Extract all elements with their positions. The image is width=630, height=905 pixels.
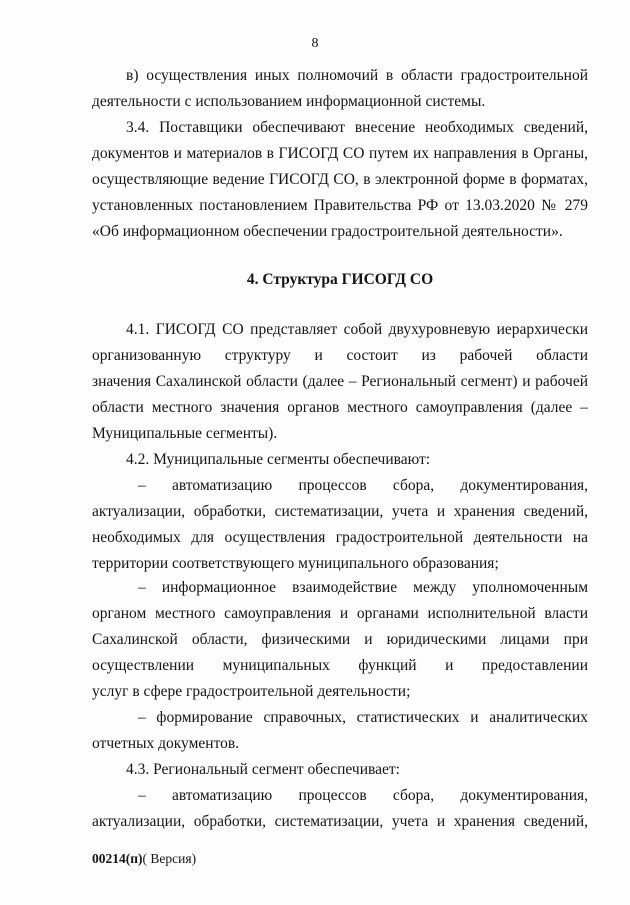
text-line: «Об информационном обеспечении градостроительной деятельности». [92,223,563,240]
text-line: в) осуществления иных полномочий в области градостроительной [126,67,588,84]
text-line: актуализации, обработки, систематизации, учета и хранения сведений, [92,503,588,520]
text-line: отчетных документов. [92,735,240,752]
text-line: 4.2. Муниципальные сегменты обеспечивают: [126,451,431,468]
text-line: – автоматизацию процессов сбора, документирования, [138,787,588,804]
section-heading: 4. Структура ГИСОГД СО [246,271,434,288]
text-line: 3.4. Поставщики обеспечивают внесение необходимых сведений, [126,119,588,136]
text-line: территории соответствующего муниципального образования; [92,555,499,572]
text-line: осуществляющие ведение ГИСОГД СО, в электронной форме в форматах, [92,171,588,188]
text-line: установленных постановлением Правительства РФ от 13.03.2020 № 279 [92,197,588,214]
text-line: 4.1. ГИСОГД СО представляет собой двухуровневую иерархически [126,321,588,338]
text-line: необходимых для осуществления градостроительной деятельности на [92,529,588,546]
document-version: ( Версия) [142,851,197,866]
text-line: органом местного самоуправления и органами исполнительной власти [92,605,588,622]
text-line: актуализации, обработки, систематизации, учета и хранения сведений, [92,813,588,830]
page-number: 8 [311,36,319,51]
text-line: осуществлении муниципальных функций и предоставлении [92,657,588,674]
text-line: – автоматизацию процессов сбора, документирования, [138,477,588,494]
text-line: Сахалинской области, физическими и юридическими лицами при [92,631,588,648]
text-line: услуг в сфере градостроительной деятельности; [92,683,411,700]
document-code: 00214(п) [92,851,143,866]
document-footer [92,851,196,867]
text-line: документов и материалов в ГИСОГД СО путем их направления в Органы, [92,145,588,162]
text-line: – информационное взаимодействие между уполномоченным [138,579,588,596]
text-line: деятельности с использованием информационной системы. [92,93,486,110]
text-line: Муниципальные сегменты). [92,425,278,442]
text-line: – формирование справочных, статистических и аналитических [138,709,588,726]
text-line: организованную структуру и состоит из рабочей области [92,347,588,364]
text-line: значения Сахалинской области (далее – Региональный сегмент) и рабочей [92,373,588,390]
text-line: области местного значения органов местного самоуправления (далее – [92,399,588,416]
text-line: 4.3. Региональный сегмент обеспечивает: [126,761,400,778]
